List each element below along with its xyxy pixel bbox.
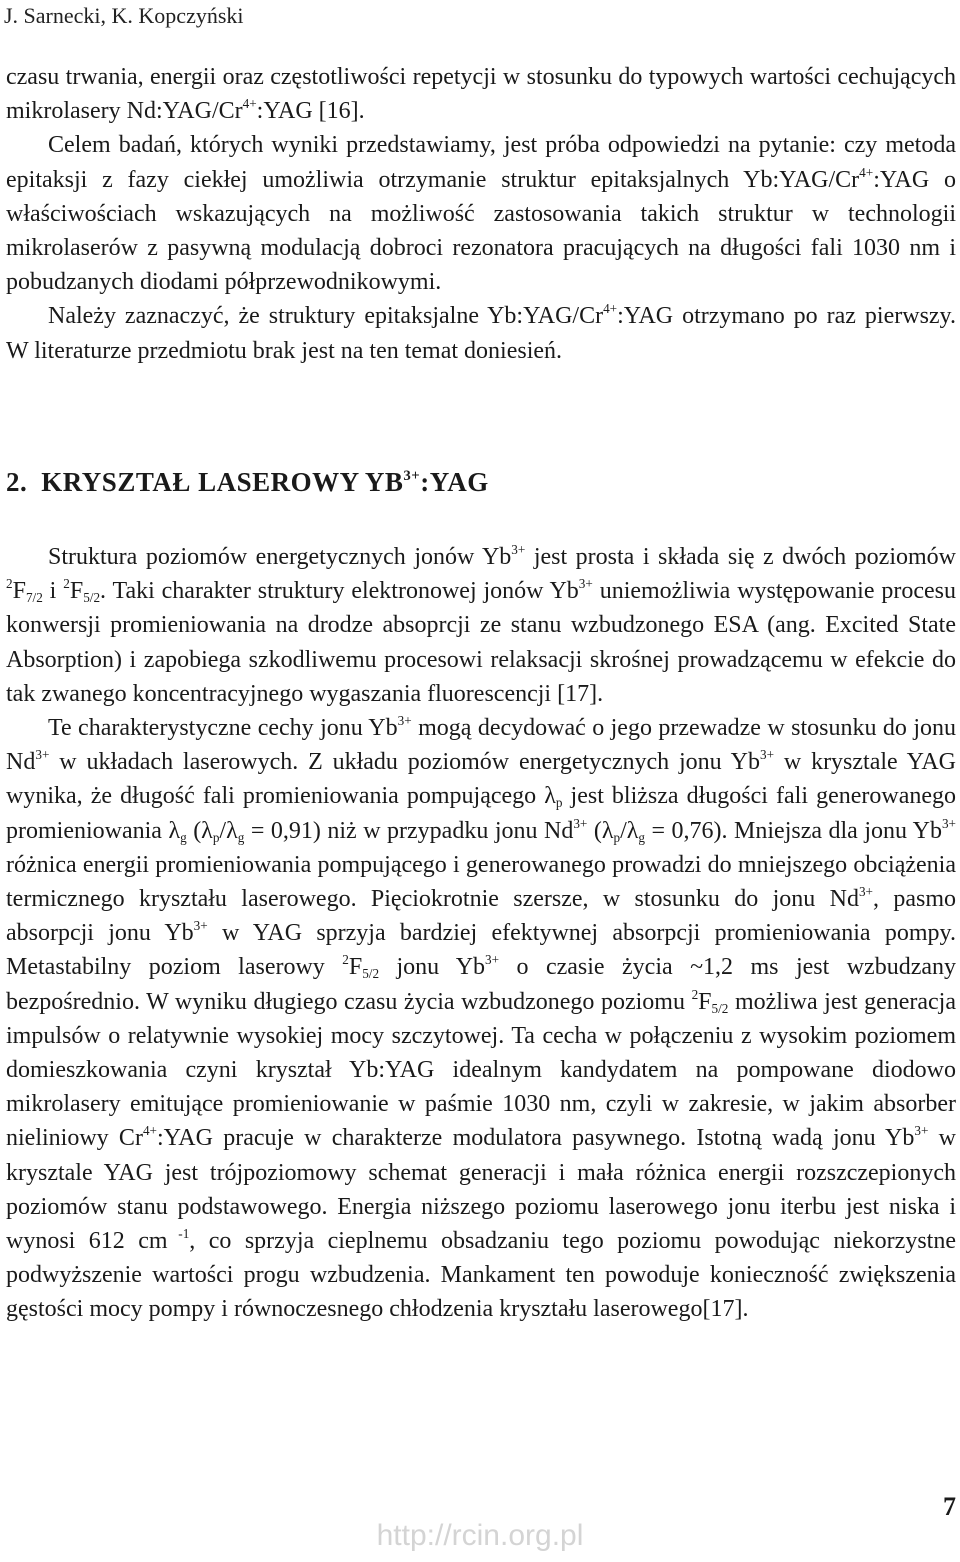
paragraph: Należy zaznaczyć, że struktury epitaksjalne $Yb:YAG/Cr^{4+}:YAG$ otrzymano po raz pierwszy. W literaturze przedmiotu brak jest na ten temat doniesień. [6,301,956,364]
section-heading [6,462,489,502]
watermark-url: http://rcin.org.pl [376,1519,584,1552]
section-text-block [6,540,956,1327]
intro-text-block [6,60,956,368]
paragraph: czasu trwania, energii oraz częstotliwości repetycji w stosunku do typowych wartości cechujących mikrolasery $Nd:YAG/Cr^{4+}:YAG$ [16]. [6,64,956,125]
running-head: J. Sarnecki, K. Kopczyński [4,3,244,28]
page-number: 7 [943,1492,956,1521]
section-title: KRYSZTAŁ LASEROWY $YB^{3+}:YAG$ [41,467,489,497]
paragraph: Te charakterystyczne cechy jonu $Yb^{3+}$ mogą decydować o jego przewadze w stosunku do jonu $Nd^{3+}$ w układach laserowych. Z układu poziomów energetycznych jonu $Yb^{3+}$ w krysztale YAG wynika, że długość fali promieniowania pompującego $\lambda_p$ jest bliższa długości fali generowanego promieniowania $\lambda_g$ $(\lambda_p/\lambda_g = 0,91)$ niż w przypadku jonu $Nd^{3+}$ $(\lambda_p/\lambda_g = 0,76)$. Mniejsza dla jonu $Yb^{3+}$ różnica energii promieniowania pompującego i generowanego prowadzi do mniejszego obciążenia termicznego kryształu laserowego. Pięciokrotnie szersze, w stosunku do jonu $Nd^{3+}$, pasmo absorpcji jonu $Yb^{3+}$ w YAG sprzyja bardziej efektywnej absorpcji promieniowania pompy. Metastabilny poziom laserowy $^2F_{5/2}$ jonu $Yb^{3+}$ o czasie życia ~1,2 ms jest wzbudzany bezpośrednio. W wyniku długiego czasu życia wzbudzonego poziomu $^2F_{5/2}$ możliwa jest generacja impulsów o relatywnie wysokiej mocy szczytowej. Ta cecha w połączeniu z wysokim poziomem domieszkowania czyni kryształ Yb:YAG idealnym kandydatem na pompowane diodowo mikrolasery emitujące promieniowanie w paśmie 1030 nm, czyli w zakresie, w jakim absorber nieliniowy $Cr^{4+}:YAG$ pracuje w charakterze modulatora pasywnego. Istotną wadą jonu $Yb^{3+}$ w krysztale YAG jest trójpoziomowy schemat generacji i mała różnica energii rozszczepionych poziomów stanu podstawowego. Energia niższego poziomu laserowego jonu iterbu jest niska i wynosi 612 cm $^{-1}$, co sprzyja cieplnemu obsadzaniu tego poziomu powodując niekorzystne podwyższenie wartości progu wzbudzenia. Mankament ten powoduje konieczność zwiększenia gęstości mocy pompy i równoczesnego chłodzenia kryształu laserowego[17]. [6,713,957,1323]
section-number: 2. [6,467,28,497]
paragraph: Struktura poziomów energetycznych jonów $Yb^{3+}$ jest prosta i składa się z dwóch poziomów $^2F_{7/2}$ i $^2F_{5/2}$. Taki charakter struktury elektronowej jonów $Yb^{3+}$ uniemożliwia występowanie procesu konwersji promieniowania na drodze absoprcji ze stanu wzbudzonego ESA (ang. Excited State Absorption) i zapobiega szkodliwemu procesowi relaksacji skrośnej prowadzącemu w efekcie do tak zwanego koncentracyjnego wygaszania fluorescencji [17]. [6,542,957,707]
paragraph: Celem badań, których wyniki przedstawiamy, jest próba odpowiedzi na pytanie: czy metoda epitaksji z fazy ciekłej umożliwia otrzymanie struktur epitaksjalnych $Yb:YAG/Cr^{4+}:YAG$ o właściwościach wskazujących na możliwość zastosowania takich struktur w technologii mikrolaserów z pasywną modulacją dobroci rezonatora pracujących na długości fali 1030 nm i pobudzanych diodami półprzewodnikowymi. [6,132,956,296]
